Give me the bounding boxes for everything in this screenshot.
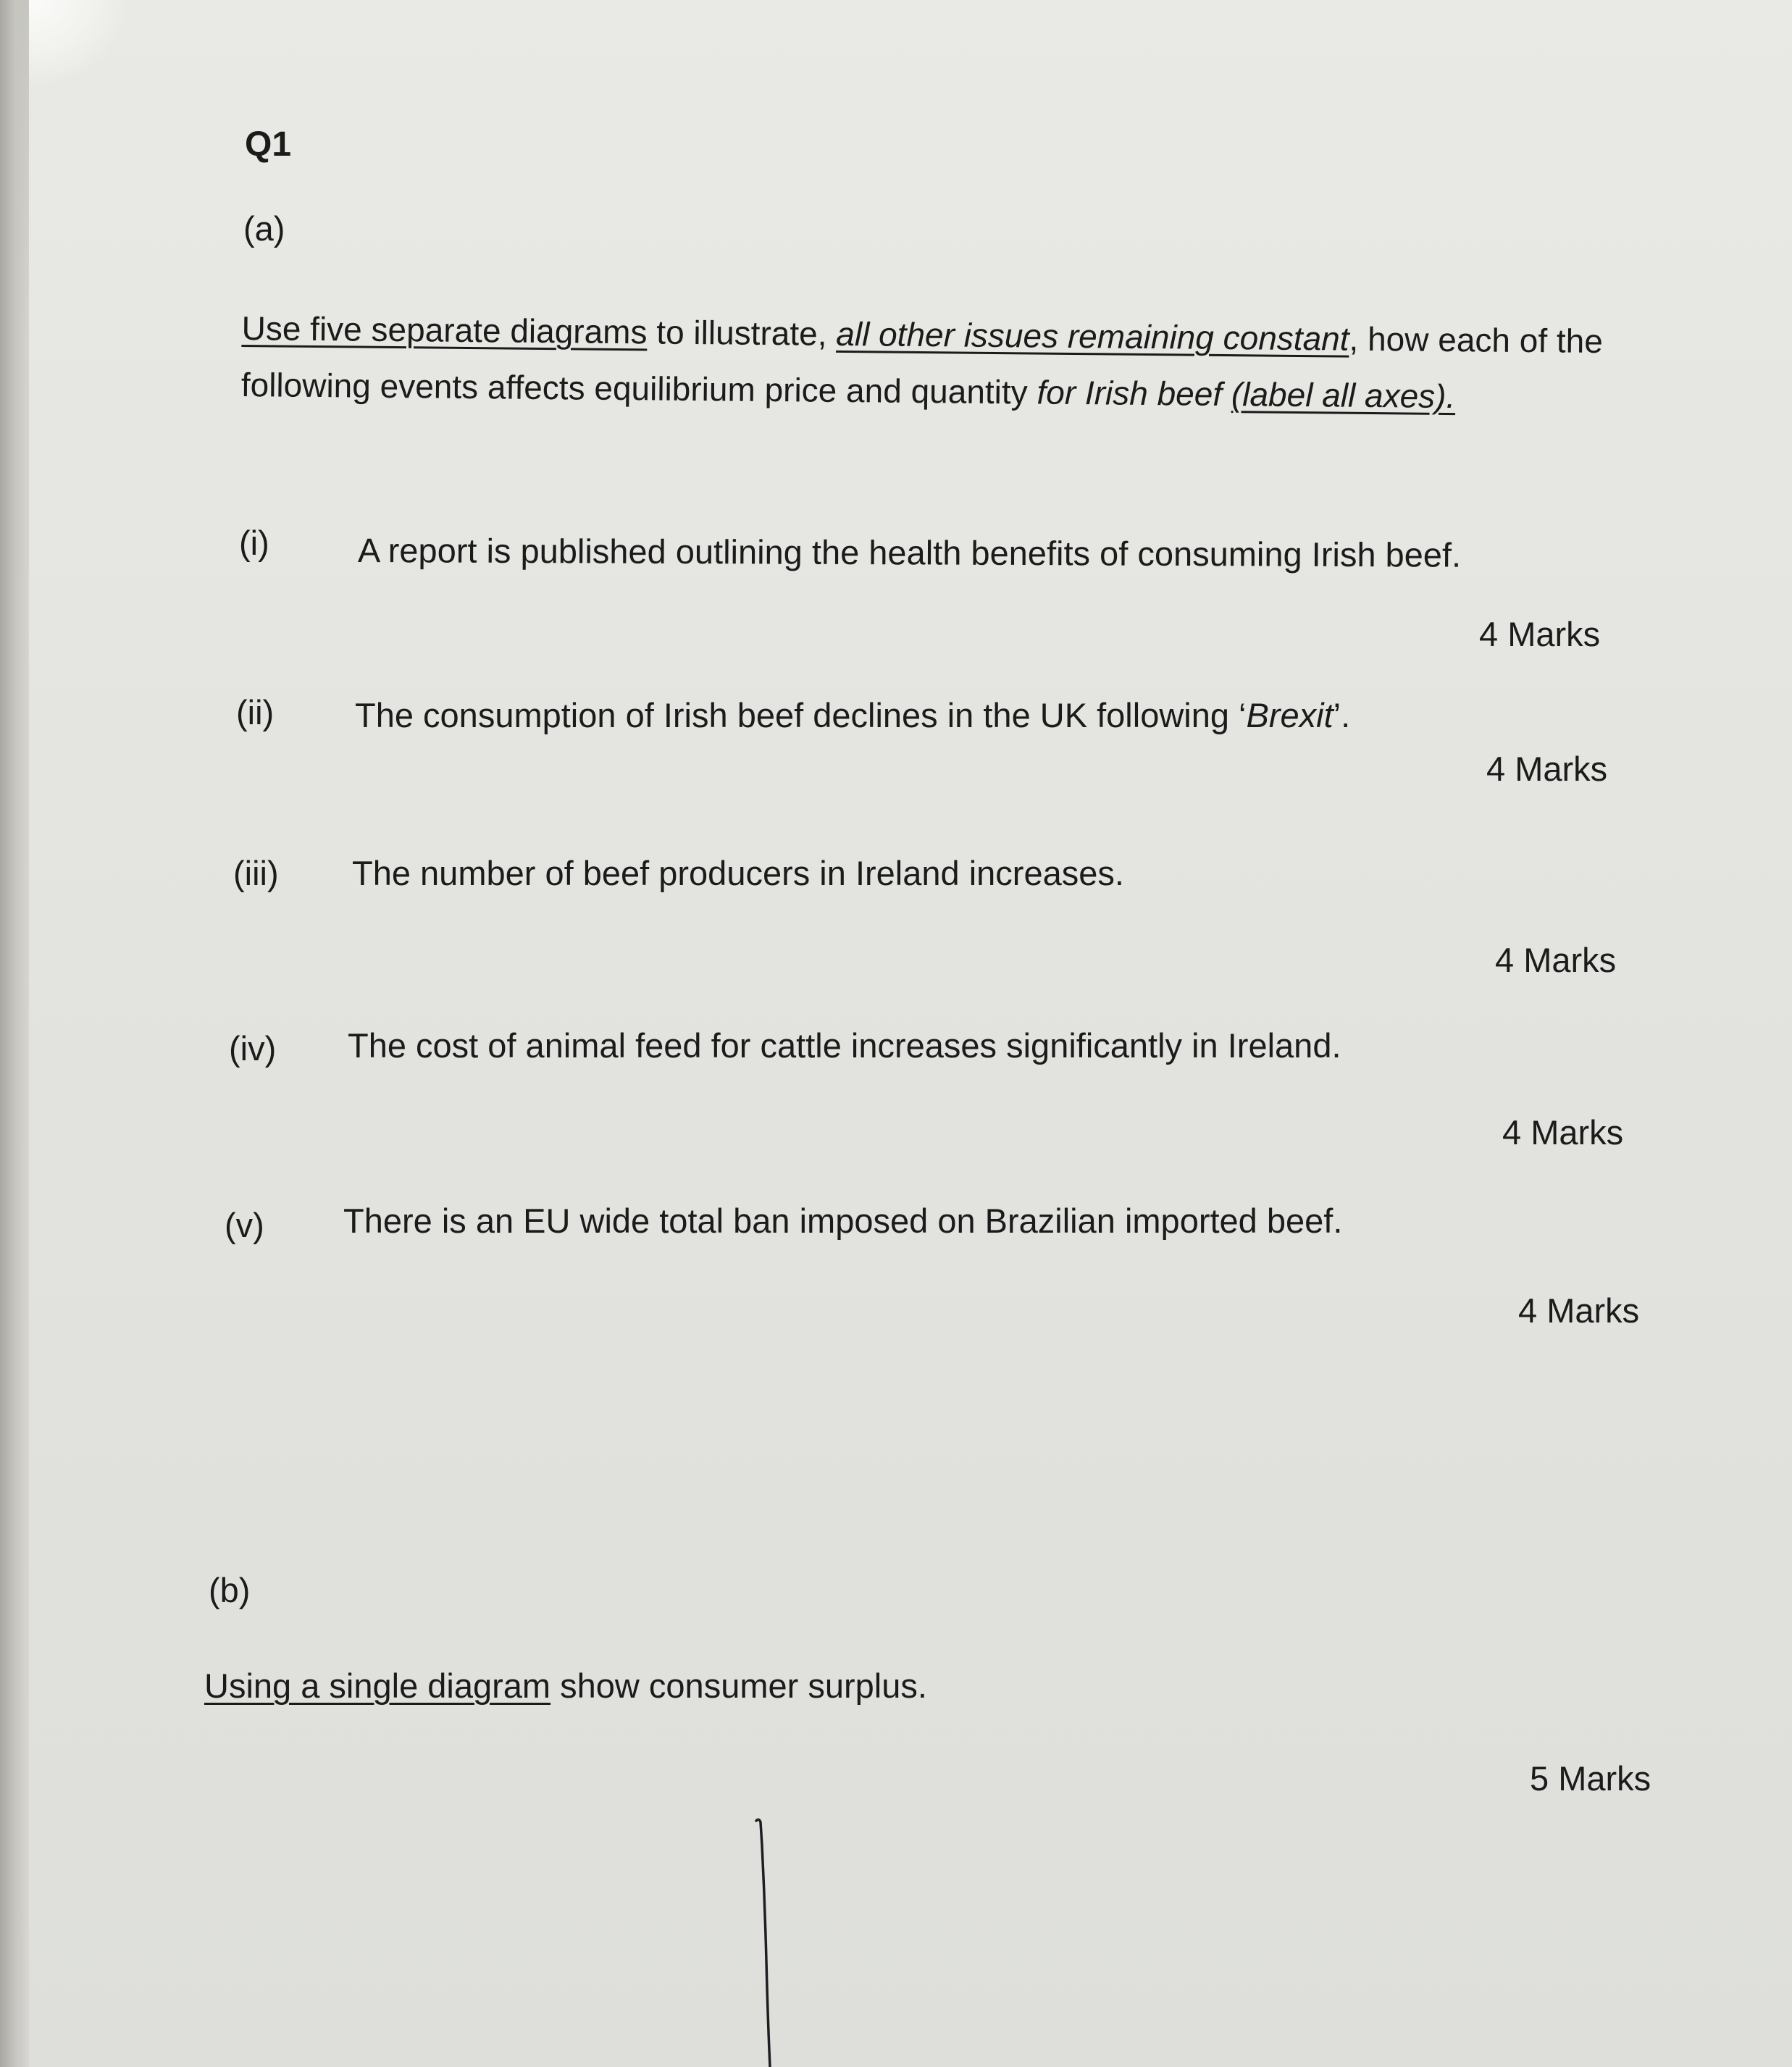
part-a-label: (a)	[243, 209, 285, 248]
instruction-label-axes: (label all axes).	[1231, 375, 1456, 416]
part-b-underlined-phrase: Using a single diagram	[204, 1666, 551, 1705]
part-b-marks: 5 Marks	[1530, 1759, 1651, 1798]
item-text-italic: Brexit	[1246, 696, 1333, 734]
item-text-end: ’.	[1333, 696, 1351, 734]
page-corner-fold	[29, 0, 130, 87]
item-text: The cost of animal feed for cattle increases significantly in Ireland.	[348, 1026, 1341, 1065]
question-number: Q1	[245, 125, 292, 164]
handdrawn-axis-line	[752, 1816, 781, 2067]
item-text: A report is published outlining the health benefits of consuming Irish beef.	[357, 531, 1462, 574]
item-marks: 4 Marks	[1518, 1291, 1640, 1330]
part-b-text: show consumer surplus.	[550, 1666, 927, 1705]
item-text	[355, 698, 1350, 732]
item-text: There is an EU wide total ban imposed on Brazilian imported beef.	[343, 1202, 1343, 1240]
item-marks: 4 Marks	[1502, 1113, 1624, 1152]
part-a-instructions	[241, 300, 1604, 426]
instruction-ceteris-paribus: all other issues remaining constant	[836, 314, 1349, 358]
item-marks: 4 Marks	[1495, 941, 1617, 979]
part-b-label: (b)	[209, 1571, 251, 1609]
part-b-instruction	[204, 1666, 927, 1705]
instruction-italic-subject: for Irish beef	[1037, 373, 1223, 413]
item-number: (iii)	[233, 854, 279, 892]
item-number: (iv)	[229, 1029, 277, 1068]
item-number: (i)	[239, 524, 269, 562]
instruction-text: to illustrate,	[647, 313, 837, 353]
item-marks: 4 Marks	[1479, 615, 1601, 653]
instruction-text: following events affects equilibrium price and quantity	[240, 365, 1037, 411]
instruction-text	[1222, 375, 1231, 413]
item-text: The number of beef producers in Ireland increases.	[352, 854, 1124, 892]
item-text-main: The consumption of Irish beef declines in the UK following ‘	[355, 696, 1247, 734]
item-number: (v)	[225, 1206, 264, 1244]
item-number: (ii)	[236, 693, 275, 731]
instruction-text: , how each of the	[1349, 319, 1604, 361]
item-marks: 4 Marks	[1486, 750, 1608, 788]
instruction-underlined-phrase: Use five separate diagrams	[241, 309, 648, 351]
